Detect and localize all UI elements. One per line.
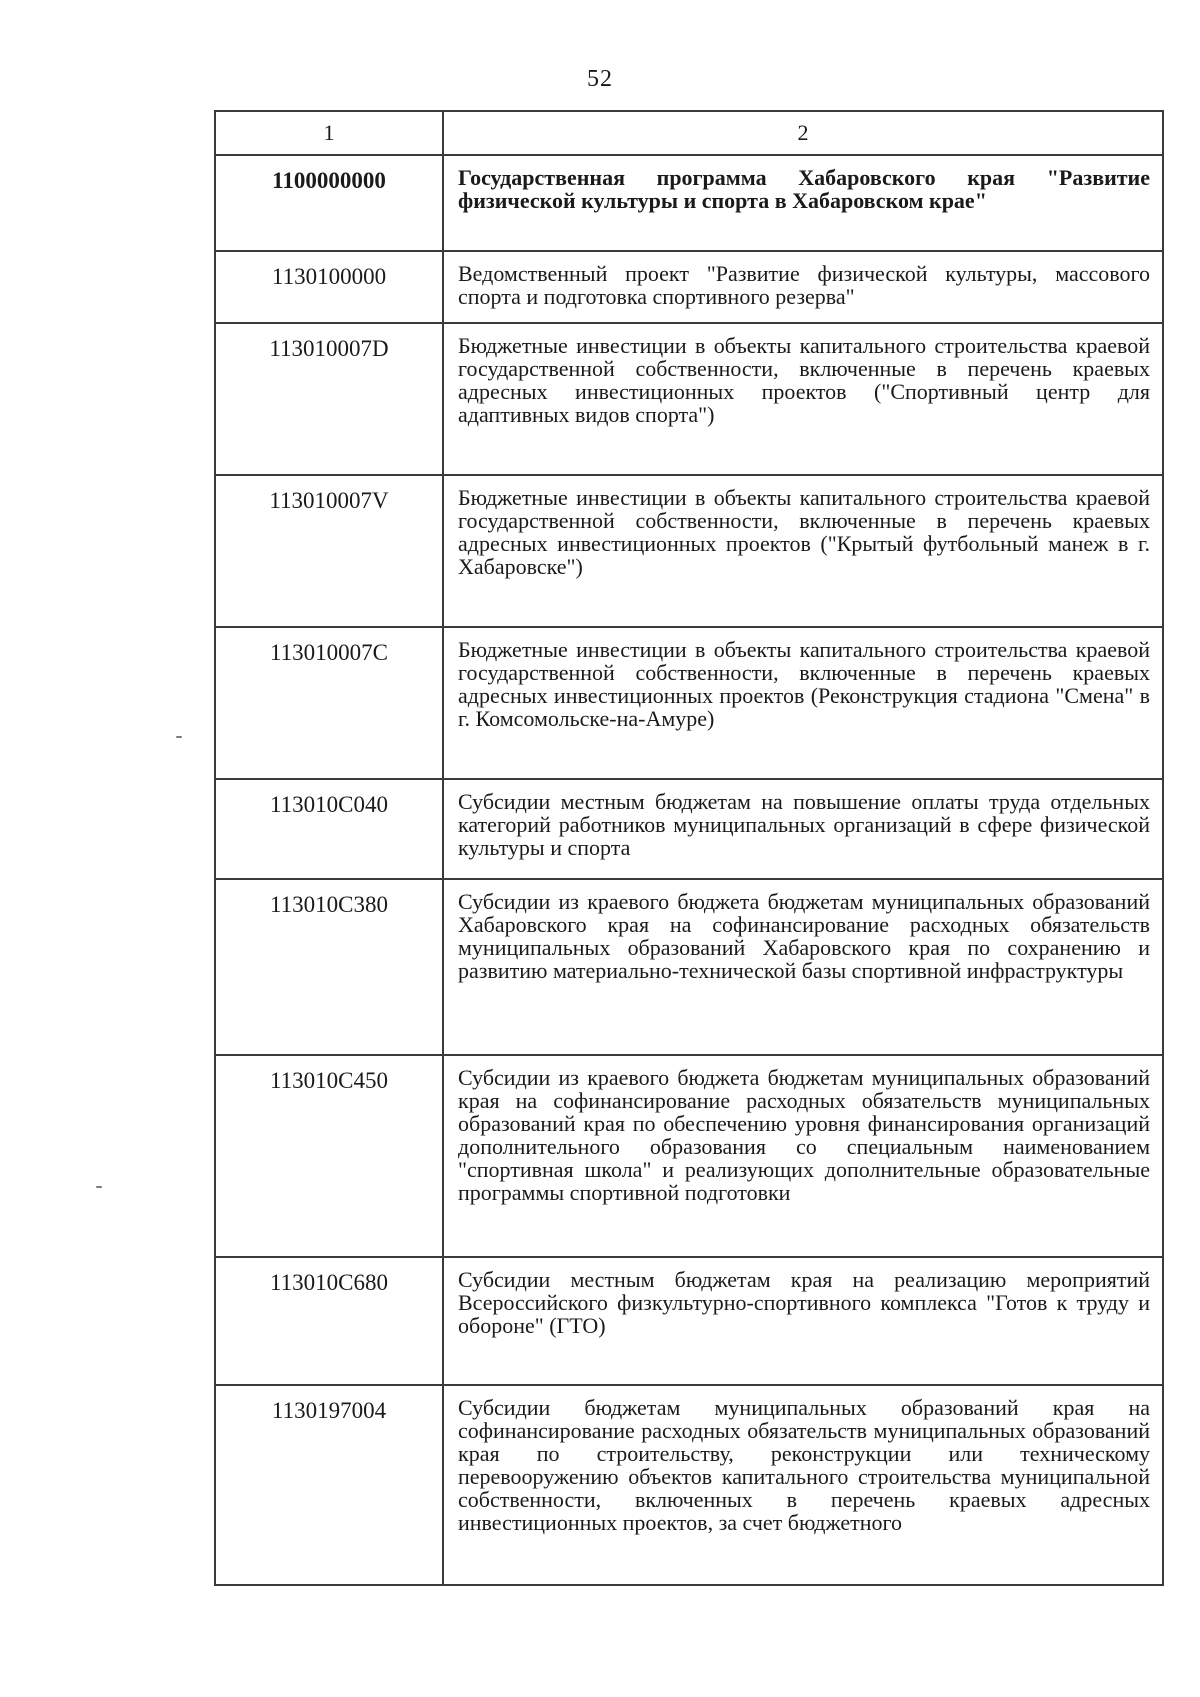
row-description: Субсидии местным бюджетам края на реализацию мероприятий Всероссийского физкультурно-спортивного комплекса "Готов к труду и обороне" (ГТО) [443, 1257, 1163, 1385]
row-code: 113010007V [215, 475, 443, 627]
scan-speck [96, 1186, 102, 1188]
table-row [215, 1257, 1163, 1385]
table-row [215, 1055, 1163, 1257]
row-description: Субсидии из краевого бюджета бюджетам муниципальных образований края на софинансирование расходных обязательств муниципальных образований края по обеспечению уровня финансирования организаций дополнительного образования со специальным наименованием "спортивная школа" и реализующих дополнительные образовательные программы спортивной подготовки [443, 1055, 1163, 1257]
table-row [215, 1385, 1163, 1585]
table-row [215, 879, 1163, 1055]
row-code: 1130197004 [215, 1385, 443, 1585]
table-body [215, 155, 1163, 1585]
table-row [215, 155, 1163, 251]
table-row [215, 323, 1163, 475]
row-description: Государственная программа Хабаровского края "Развитие физической культуры и спорта в Хабаровском крае" [443, 155, 1163, 251]
table-row [215, 627, 1163, 779]
table-header-row [215, 111, 1163, 155]
scan-speck [176, 736, 182, 738]
row-code: 113010C040 [215, 779, 443, 879]
row-code: 113010007D [215, 323, 443, 475]
row-description: Субсидии местным бюджетам на повышение оплаты труда отдельных категорий работников муниципальных организаций в сфере физической культуры и спорта [443, 779, 1163, 879]
column-header-code: 1 [215, 111, 443, 155]
column-header-description: 2 [443, 111, 1163, 155]
row-code: 113010007C [215, 627, 443, 779]
row-description: Бюджетные инвестиции в объекты капитального строительства краевой государственной собственности, включенные в перечень краевых адресных инвестиционных проектов ("Спортивный центр для адаптивных видов спорта") [443, 323, 1163, 475]
row-code: 113010C380 [215, 879, 443, 1055]
row-description: Бюджетные инвестиции в объекты капитального строительства краевой государственной собственности, включенные в перечень краевых адресных инвестиционных проектов (Реконструкция стадиона "Смена" в г. Комсомольске-на-Амуре) [443, 627, 1163, 779]
row-code: 113010C450 [215, 1055, 443, 1257]
row-code: 1100000000 [215, 155, 443, 251]
row-description: Субсидии из краевого бюджета бюджетам муниципальных образований Хабаровского края на софинансирование расходных обязательств муниципальных образований Хабаровского края по сохранению и развитию материально-технической базы спортивной инфраструктуры [443, 879, 1163, 1055]
row-code: 1130100000 [215, 251, 443, 323]
budget-codes-table [214, 110, 1164, 1586]
row-code: 113010C680 [215, 1257, 443, 1385]
table-row [215, 475, 1163, 627]
table-row [215, 779, 1163, 879]
table-row [215, 251, 1163, 323]
row-description: Бюджетные инвестиции в объекты капитального строительства краевой государственной собственности, включенные в перечень краевых адресных инвестиционных проектов ("Крытый футбольный манеж в г. Хабаровске") [443, 475, 1163, 627]
page-number: 52 [587, 66, 613, 92]
row-description: Ведомственный проект "Развитие физической культуры, массового спорта и подготовка спортивного резерва" [443, 251, 1163, 323]
row-description: Субсидии бюджетам муниципальных образований края на софинансирование расходных обязательств муниципальных образований края по строительству, реконструкции или техническому перевооружению объектов капитального строительства муниципальной собственности, включенных в перечень краевых адресных инвестиционных проектов, за счет бюджетного [443, 1385, 1163, 1585]
